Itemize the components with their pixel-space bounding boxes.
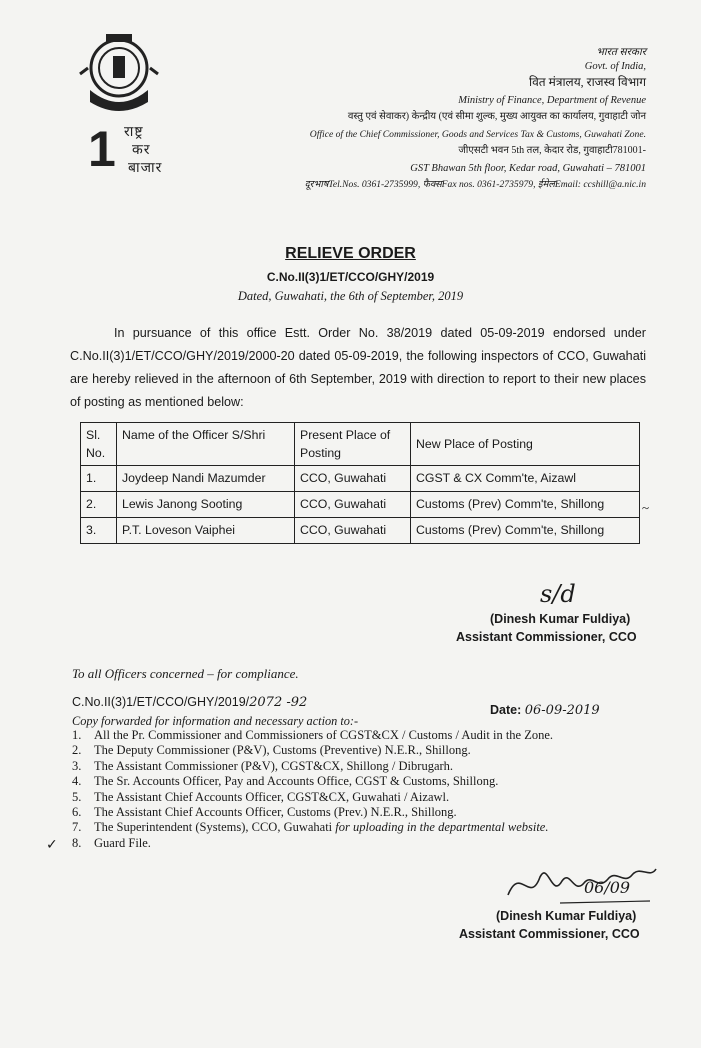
col-header-name: Name of the Officer S/Shri bbox=[117, 423, 295, 466]
to-all-officers-line: To all Officers concerned – for compliance. bbox=[72, 666, 299, 681]
header-address: GST Bhawan 5th floor, Kedar road, Guwahati – 781001 bbox=[410, 163, 646, 174]
header-contact: दूरभाषTel.Nos. 0361-2735999, फैक्सFax nos. 0361-2735979, ईमेलEmail: ccshill@a.nic.in bbox=[304, 179, 646, 190]
header-ministry: Ministry of Finance, Department of Revenue bbox=[458, 95, 646, 106]
copy-forwarded-line: Copy forwarded for information and necessary action to:- bbox=[72, 714, 359, 728]
header-office: Office of the Chief Commissioner, Goods and Services Tax & Customs, Guwahati Zone. bbox=[309, 129, 646, 140]
cell-slno: 1. bbox=[81, 466, 117, 492]
col-header-new-place: New Place of Posting bbox=[411, 423, 640, 466]
copy-to-list bbox=[72, 728, 682, 851]
one-nation-one-tax-logo: 1 राष्ट्र कर बाजार bbox=[88, 121, 163, 177]
table-row bbox=[81, 518, 640, 544]
cell-new-place: Customs (Prev) Comm'te, Shillong bbox=[411, 492, 640, 518]
cell-new-place: Customs (Prev) Comm'te, Shillong bbox=[411, 518, 640, 544]
order-number: C.No.II(3)1/ET/CCO/GHY/2019 bbox=[266, 270, 435, 284]
signatory-name: (Dinesh Kumar Fuldiya) bbox=[490, 612, 631, 626]
handwritten-signature bbox=[500, 855, 660, 915]
list-item: 7. The Superintendent (Systems), CCO, Guwahati for uploading in the departmental website. bbox=[72, 820, 549, 835]
list-item: 3. The Assistant Commissioner (P&V), CGST&CX, Shillong / Dibrugarh. bbox=[72, 758, 454, 773]
emblem-logo bbox=[76, 28, 162, 116]
col-header-present-place: Present Place of Posting bbox=[295, 423, 411, 466]
cell-name: Joydeep Nandi Mazumder bbox=[117, 466, 295, 492]
list-item: 4. The Sr. Accounts Officer, Pay and Accounts Office, CGST & Customs, Shillong. bbox=[72, 774, 499, 789]
date-label: Date: bbox=[490, 703, 522, 717]
header-hindi-address: जीएसटी भवन 5th तल, केदार रोड, गुवाहाटी781001- bbox=[458, 145, 646, 156]
endorsement-number bbox=[72, 695, 307, 710]
signatory-name-2: (Dinesh Kumar Fuldiya) bbox=[496, 909, 637, 923]
header-hindi-office: वस्तु एवं सेवाकर) केन्द्रीय (एवं सीमा शुल्क, मुख्य आयुक्त का कार्यालय, गुवाहाटी जोन bbox=[347, 111, 646, 122]
list-item: 2. The Deputy Commissioner (P&V), Customs (Preventive) N.E.R., Shillong. bbox=[72, 743, 471, 758]
officers-table bbox=[80, 422, 640, 544]
order-title: RELIEVE ORDER bbox=[285, 245, 416, 262]
list-item: 6. The Assistant Chief Accounts Officer, Customs (Prev.) N.E.R., Shillong. bbox=[72, 805, 457, 820]
endorsement-number-prefix: C.No.II(3)1/ET/CCO/GHY/2019/ bbox=[72, 695, 250, 709]
tick-mark-icon: ✓ bbox=[46, 837, 58, 853]
table-header-row bbox=[81, 423, 640, 466]
signatory-designation: Assistant Commissioner, CCO bbox=[456, 630, 637, 644]
list-item: 8. Guard File. bbox=[72, 835, 151, 850]
endorsement-number-handwritten: 2072 -92 bbox=[249, 695, 308, 710]
pen-mark: ~ bbox=[642, 500, 650, 515]
cell-present-place: CCO, Guwahati bbox=[295, 518, 411, 544]
signature-date: 06/09 bbox=[584, 878, 631, 897]
header-govt: Govt. of India, bbox=[584, 61, 646, 72]
order-date: Dated, Guwahati, the 6th of September, 2019 bbox=[237, 289, 464, 303]
cell-new-place: CGST & CX Comm'te, Aizawl bbox=[411, 466, 640, 492]
cell-present-place: CCO, Guwahati bbox=[295, 466, 411, 492]
signatory-designation-2: Assistant Commissioner, CCO bbox=[459, 927, 640, 941]
cell-present-place: CCO, Guwahati bbox=[295, 492, 411, 518]
list-item: 1. All the Pr. Commissioner and Commissioners of CGST&CX / Customs / Audit in the Zone. bbox=[72, 728, 554, 742]
header-hindi-ministry: वित मंत्रालय, राजस्व विभाग bbox=[529, 75, 646, 89]
cell-name: Lewis Janong Sooting bbox=[117, 492, 295, 518]
endorsement-date bbox=[490, 703, 600, 718]
signature-sd-mark: s/d bbox=[540, 580, 576, 608]
table-row bbox=[81, 492, 640, 518]
col-header-slno: Sl. No. bbox=[81, 423, 117, 466]
list-item: 5. The Assistant Chief Accounts Officer, CGST&CX, Guwahati / Aizawl. bbox=[72, 789, 450, 804]
cell-name: P.T. Loveson Vaiphei bbox=[117, 518, 295, 544]
table-row bbox=[81, 466, 640, 492]
cell-slno: 2. bbox=[81, 492, 117, 518]
date-handwritten: 06-09-2019 bbox=[524, 703, 600, 718]
order-body: In pursuance of this office Estt. Order No. 38/2019 dated 05-09-2019 endorsed under C.No.II(3)1/ET/CCO/GHY/2019/2000-20 dated 05-09-2019, the following inspectors of CCO, Guwahati are hereby relieved in the afternoon of 6th September, 2019 with direction to report to their new places of posting as mentioned below: bbox=[70, 326, 646, 409]
header-hindi-govt: भारत सरकार bbox=[596, 47, 646, 58]
cell-slno: 3. bbox=[81, 518, 117, 544]
